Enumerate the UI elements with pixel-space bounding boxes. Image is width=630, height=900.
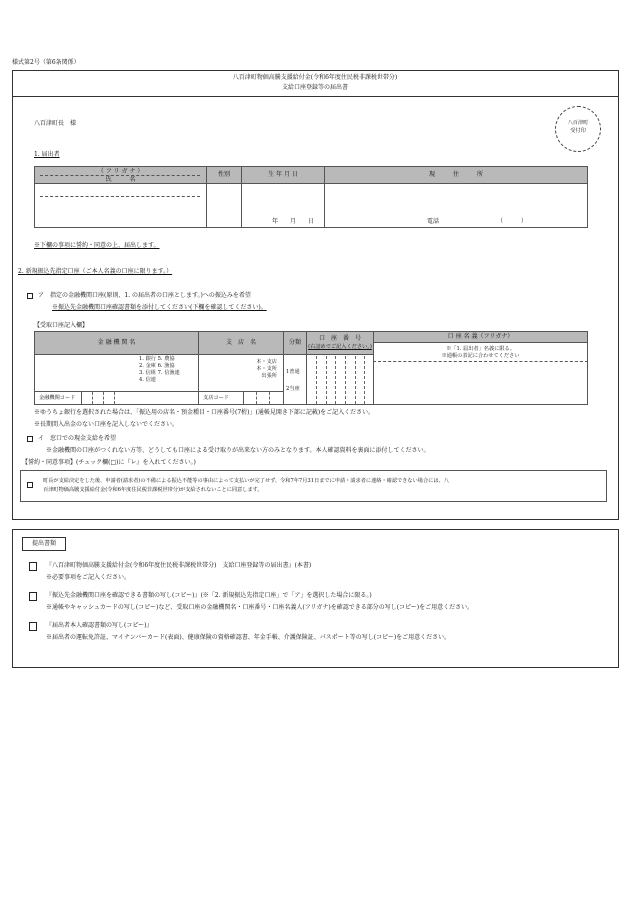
section2-heading: 2. 新規振込先指定口座（ご本人名義の口座に限ります。）: [18, 268, 173, 275]
option-i-checkbox[interactable]: [27, 436, 33, 442]
name-label: 氏 名: [105, 176, 136, 183]
document-2-title: 『振込先金融機関口座を確認できる書類の写し(コピー)』(※「2. 新規振込先指定口座」で「ア」を選択した場合に限る。): [46, 592, 372, 599]
account-digit-divider: [316, 356, 317, 404]
branch-type-2: 本・支所: [256, 366, 277, 372]
account-type-2: 2当座: [286, 386, 300, 392]
pledge-text-1: 町長が支給決定をした後、申請者(請求者)の不備による振込不能等の事由によって支払いが完了せず、令和7年7月31日までに申請・請求者に連絡・確認できない場合には、八: [43, 478, 449, 484]
bank-code-digit: [92, 392, 93, 404]
account-digit-divider: [345, 356, 346, 404]
document-1-title: 『八百津町物価高騰支援給付金(令和6年度住民税非課税世帯分) 支給口座登録等の届出書』(本書): [46, 562, 312, 569]
bank-code-label: 金融機関コード: [39, 395, 76, 401]
title-divider: [12, 96, 618, 97]
birthdate-header: 生 年 月 日: [241, 166, 325, 184]
document-2-checkbox[interactable]: [29, 592, 37, 601]
document-3-title: 『届出者本人確認書類の写し(コピー)』: [46, 622, 153, 629]
stamp-line2: 受付印: [570, 128, 586, 134]
bank-code-digit: [114, 392, 115, 404]
account-type-cell[interactable]: [283, 354, 307, 405]
holder-note-2: ※通帳の表記に合わせてください: [441, 353, 520, 359]
document-3-checkbox[interactable]: [29, 622, 37, 631]
section1-heading: 1. 届出者: [34, 151, 60, 158]
branch-code-divider: [243, 391, 244, 405]
bank-type-options: [139, 356, 180, 384]
bank-code-cell[interactable]: [34, 391, 199, 405]
document-1-checkbox[interactable]: [29, 562, 37, 571]
holder-note-1: ※「1. 届出者」名義に限る。: [446, 346, 515, 352]
account-holder-cell[interactable]: [373, 342, 588, 405]
bank-name-cell[interactable]: [34, 354, 199, 392]
gender-header: 性別: [206, 166, 242, 184]
branch-code-digit: [256, 392, 257, 404]
bank-name-header: 金 融 機 関 名: [34, 331, 199, 355]
documents-heading: 提出書類: [22, 537, 66, 551]
birthdate-input-cell[interactable]: [241, 183, 325, 228]
bank-type-1: 1. 銀行 5. 農協: [139, 356, 175, 362]
long-term-note: ※長期間入出金のない口座を記入しないでください。: [34, 421, 179, 428]
branch-name-cell[interactable]: [198, 354, 284, 392]
option-i-label: イ 窓口での現金支給を希望: [38, 435, 117, 442]
account-table-label: 【受取口座記入欄】: [34, 322, 89, 329]
option-i-note: ※金融機関の口座がつくれない方等、どうしても口座による受け取りが出来ない方のみとなります。本人確認資料を裏面に添付してください。: [46, 447, 430, 454]
pledge-note: ※下欄の事項に誓約・同意の上、届出します。: [34, 242, 160, 249]
recipient: 八百津町長 様: [34, 120, 77, 127]
account-number-label: 口 座 番 号: [318, 335, 361, 342]
birthdate-units: 年 月 日: [272, 218, 315, 225]
account-digit-divider: [326, 356, 327, 404]
pledge-checkbox[interactable]: [27, 482, 33, 488]
branch-type-options: [256, 359, 277, 380]
reception-stamp-area: [555, 106, 601, 152]
pledge-text-2: 百津町物価高騰支援給付金(令和6年度住民税非課税世帯分)が支給されないことに同意します。: [43, 487, 263, 493]
option-a-note: ※振込先金融機関口座確認書類を添付してください(下欄を確認してください)。: [52, 304, 267, 311]
address-header: 現 住 所: [324, 166, 588, 184]
option-a-label: ア 指定の金融機関口座(原則、1. の届出者の口座とします。)への振込みを希望: [38, 292, 251, 299]
bank-type-3: 3. 信組 7. 信漁連: [139, 370, 180, 376]
gender-input-cell[interactable]: [206, 183, 242, 228]
option-a-checkbox[interactable]: [27, 293, 33, 299]
account-type-header: 分類: [283, 331, 307, 355]
form-title-line2: 支給口座登録等の届出書: [281, 84, 348, 91]
phone-label: 電話: [427, 218, 440, 225]
furigana-label: （ フ リ ガ ナ ）: [97, 168, 144, 175]
pledge-heading: 【誓約・同意事項】(チェック欄(□)に『レ』を入れてください。): [22, 459, 196, 466]
yucho-note: ※ゆうちょ銀行を選択された場合は、「振込用の店名・預金種目・口座番号(7桁)」(通帳見開き下部に記載)をご記入ください。: [34, 409, 375, 416]
branch-code-label: 支店コード: [203, 395, 229, 401]
form-title-line1: 八百津町物価高騰支援給付金(令和6年度住民税非課税世帯分): [232, 74, 398, 81]
account-number-header: [306, 331, 374, 355]
account-holder-header: 口 座 名 義（フリガナ）: [373, 331, 588, 343]
account-number-sublabel: (右詰めでご記入ください。): [308, 344, 372, 350]
name-input-cell[interactable]: [34, 183, 207, 228]
account-digit-divider: [335, 356, 336, 404]
branch-code-cell[interactable]: [198, 391, 284, 405]
branch-type-1: 本・支店: [256, 359, 277, 365]
form-id: 様式第2号（第6条関係）: [12, 59, 80, 66]
document-1-note: ※必要事項をご記入ください。: [46, 574, 131, 581]
branch-code-digit: [269, 392, 270, 404]
account-digit-divider: [355, 356, 356, 404]
pledge-box: [20, 470, 607, 502]
branch-name-header: 支 店 名: [198, 331, 284, 355]
name-furigana-divider: [40, 196, 200, 197]
account-digit-divider: [364, 356, 365, 404]
furigana-divider: [40, 175, 200, 176]
bank-code-digit: [103, 392, 104, 404]
document-2-note: ※通帳やキャッシュカードの写し(コピー)など、受取口座の金融機関名・口座番号・口座名義人(フリガナ)を確認できる部分の写し(コピー)をご用意ください。: [46, 604, 474, 611]
branch-type-3: 出張所: [261, 373, 277, 379]
account-type-1: 1普通: [286, 369, 300, 375]
bank-code-divider: [81, 391, 82, 405]
stamp-line1: 八百津町: [567, 120, 589, 126]
document-3-note: ※届出者の運転免許証、マイナンバーカード(表面)、健康保険の資格確認書、年金手帳、介護保険証、パスポート等の写し(コピー)をご用意ください。: [46, 634, 451, 641]
holder-furigana-divider: [373, 361, 588, 362]
address-input-cell[interactable]: [324, 183, 588, 228]
phone-paren: （ ）: [497, 218, 528, 225]
bank-type-2: 2. 金庫 6. 漁協: [139, 363, 175, 369]
bank-type-4: 4. 信連: [139, 377, 156, 383]
